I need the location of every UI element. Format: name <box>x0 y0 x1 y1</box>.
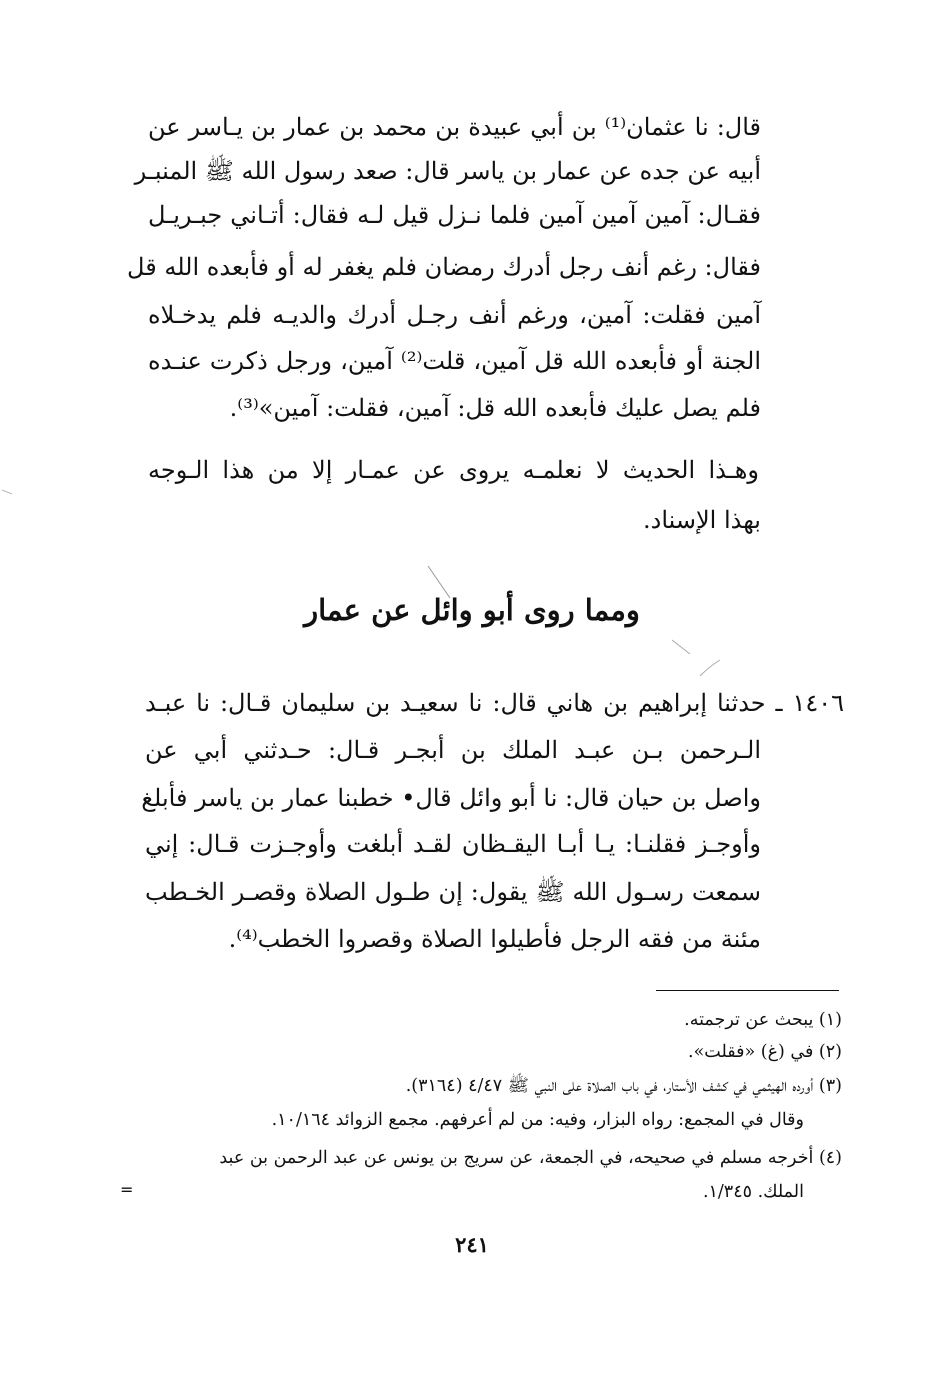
page-number: ٢٤١ <box>455 1232 489 1257</box>
footnote-line: (٣) أورده الهيثمي في كشف الأستار، في باب الصلاة على النبي ﷺ ٤/٤٧ (٣١٦٤). <box>405 1076 842 1096</box>
paragraph-line: فلم يصل عليك فأبعده الله قل: آمين، فقلت: آمين»⁽³⁾. <box>229 394 761 422</box>
footnote-line: الملك. ١/٣٤٥. <box>702 1182 804 1202</box>
hadith-line: الـرحمن بـن عبـد الملك بن أبجـر قـال: حـدثني أبي عن <box>145 736 761 764</box>
footnote-separator <box>656 990 839 991</box>
margin-continuation-mark: = <box>120 1180 134 1199</box>
paragraph-line: فقال: رغم أنف رجل أدرك رمضان فلم يغفر له أو فأبعده الله قل <box>127 253 761 281</box>
paragraph-line: بهذا الإسناد. <box>643 506 761 534</box>
footnote-line: (١) يبحث عن ترجمته. <box>684 1010 842 1030</box>
hadith-line: مئنة من فقه الرجل فأطيلوا الصلاة وقصروا الخطب⁽⁴⁾. <box>228 925 761 953</box>
hadith-line: وأوجـز فقلنـا: يـا أبـا اليقـظان لقـد أبلغت وأوجـزت قـال: إني <box>145 830 761 858</box>
footnote-line: (٤) أخرجه مسلم في صحيحه، في الجمعة، عن سريج بن يونس عن عبد الرحمن بن عبد <box>219 1148 842 1168</box>
paragraph-line: آمين فقلت: آمين، ورغم أنف رجـل أدرك والديـه فلم يدخـلاه <box>148 301 761 329</box>
footnote-line: وقال في المجمع: رواه البزار، وفيه: من لم أعرفهم. مجمع الزوائد ١٠/١٦٤. <box>271 1110 804 1130</box>
hadith-line: ١٤٠٦ ـ حدثنا إبراهيم بن هاني قال: نا سعيـد بن سليمان قـال: نا عبـد <box>145 689 844 717</box>
section-heading: ومما روى أبو وائل عن عمار <box>304 593 640 627</box>
paragraph-line: فقـال: آمين آمين آمين فلما نـزل قيل لـه فقال: أتـاني جبـريـل <box>148 201 761 229</box>
paragraph-line: الجنة أو فأبعده الله قل آمين، قلت⁽²⁾ آمين، ورجل ذكرت عنـده <box>148 347 761 375</box>
hadith-line: سمعت رسـول الله ﷺ يقول: إن طـول الصلاة وقصـر الخـطب <box>145 878 761 906</box>
paragraph-line: أبيه عن جده عن عمار بن ياسر قال: صعد رسول الله ﷺ المنبـر <box>134 157 761 185</box>
paragraph-line: وهـذا الحديث لا نعلمـه يروى عن عمـار إلا من هذا الـوجه <box>148 456 759 484</box>
footnote-line: (٢) في (غ) «فقلت». <box>688 1042 842 1062</box>
paragraph-line: قال: نا عثمان⁽¹⁾ بن أبي عبيدة بن محمد بن عمار بن يـاسر عن <box>148 113 761 141</box>
hadith-line: واصل بن حيان قال: نا أبو وائل قال• خطبنا عمار بن ياسر فأبلغ <box>141 784 761 812</box>
